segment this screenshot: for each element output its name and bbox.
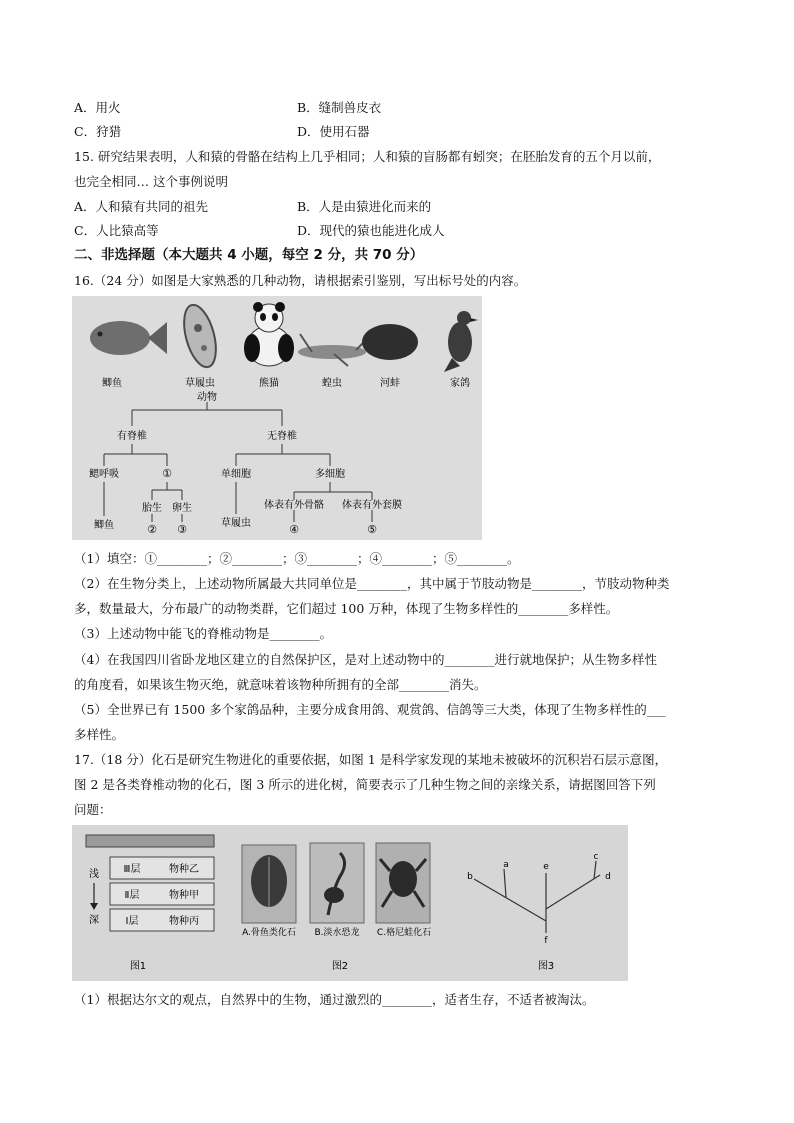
tree-viviparous-label: 胎生	[142, 503, 162, 514]
q16-part4-line1: （4）在我国四川省卧龙地区建立的自然保护区，是对上述动物中的________进行就地保护；从生物多样性	[74, 652, 657, 667]
q15-option-b: B．人是由猿进化而来的	[297, 199, 432, 214]
q16-part3: （3）上述动物中能飞的脊椎动物是________。	[74, 626, 332, 641]
fig3-label: b	[467, 872, 473, 882]
tree-exoskeleton-label: 体表有外骨骼	[264, 500, 324, 511]
fig3-label: c	[593, 852, 599, 862]
q17-stem-line1: 17.（18 分）化石是研究生物进化的重要依据，如图 1 是科学家发现的某地未被破坏的沉积岩石层示意图，	[74, 752, 668, 767]
q15-option-d: D．现代的猿也能进化成人	[297, 223, 445, 238]
q15-stem-line1: 15. 研究结果表明，人和猿的骨骼在结构上几乎相同；人和猿的盲肠都有蚓突；在胚胎发育的五个月以前，	[74, 149, 661, 164]
tree-blank-5: ⑤	[367, 523, 377, 536]
q14-option-b: B．缝制兽皮衣	[297, 100, 382, 115]
animal-label: 河蚌	[380, 378, 400, 389]
tree-mantle-label: 体表有外套膜	[342, 500, 402, 511]
fig1-species-label: 物种乙	[169, 864, 199, 875]
animal-label: 蝗虫	[322, 378, 342, 389]
q16-part5-line1: （5）全世界已有 1500 多个家鸽品种，主要分成食用鸽、观赏鸽、信鸽等三大类，体现了生物多样性的___	[74, 702, 666, 717]
fig1-layer-label: Ⅲ层	[123, 864, 141, 875]
q14-option-c: C．狩猎	[74, 124, 122, 139]
animal-label: 家鸽	[450, 378, 470, 389]
q16-part4-line2: 的角度看，如果该生物灭绝，就意味着该物种所拥有的全部________消失。	[74, 677, 487, 692]
fig1-deep-label: 深	[89, 915, 99, 926]
q17-figures	[72, 825, 628, 981]
q17-part1: （1）根据达尔文的观点，自然界中的生物，通过激烈的________，适者生存，不适者被淘汰。	[74, 992, 595, 1007]
animal-label: 鲫鱼	[102, 378, 122, 389]
tree-unicellular-label: 单细胞	[221, 469, 251, 480]
fig2-item-label: B.淡水恐龙	[314, 928, 360, 938]
tree-blank-3: ③	[177, 523, 187, 536]
tree-carp-label: 鲫鱼	[94, 520, 114, 531]
tree-blank-4: ④	[289, 523, 299, 536]
fig1-species-label: 物种丙	[169, 916, 199, 927]
fish-fossil-image	[242, 845, 296, 923]
tree-invertebrate-label: 无脊椎	[267, 431, 297, 442]
q16-stem: 16.（24 分）如图是大家熟悉的几种动物，请根据索引鉴别，写出标号处的内容。	[74, 273, 527, 288]
fig3-label: a	[503, 860, 509, 870]
fig3-label: d	[605, 872, 611, 882]
fig2-item-label: C.格尼蛙化石	[376, 928, 432, 938]
q16-part1: （1）填空：①________；②________；③________；④________；⑤________。	[74, 551, 520, 566]
q17-stem-line3: 问题：	[74, 802, 112, 817]
fig3-label: f	[544, 936, 548, 946]
tree-paramecium-label: 草履虫	[221, 518, 251, 529]
q17-stem-line2: 图 2 是各类脊椎动物的化石，图 3 所示的进化树，简要表示了几种生物之间的亲缘关系，请据图回答下列	[74, 777, 656, 792]
q16-part2-line2: 多，数量最大，分布最广的动物类群，它们超过 100 万种，体现了生物多样性的________多样性。	[74, 601, 619, 616]
tree-root-label: 动物	[197, 392, 217, 403]
q16-part2-line1: （2）在生物分类上，上述动物所属最大共同单位是________，其中属于节肢动物是________，节肢动物种类	[74, 576, 670, 591]
fig1-layer-label: Ⅰ层	[125, 916, 139, 927]
section-heading: 二、非选择题（本大题共 4 小题，每空 2 分，共 70 分）	[74, 247, 424, 263]
q15-stem-line2: 也完全相同… 这个事例说明	[74, 174, 228, 189]
tree-blank-1: ①	[162, 467, 172, 480]
fig3-label: e	[543, 862, 549, 872]
animal-label: 熊猫	[259, 378, 279, 389]
fig3-caption: 图3	[537, 961, 555, 972]
mussel-image	[362, 324, 418, 360]
fig2-item-label: A.骨鱼类化石	[242, 928, 296, 938]
animal-label: 草履虫	[185, 378, 215, 389]
tree-blank-2: ②	[147, 523, 157, 536]
fig1-layer-label: Ⅱ层	[124, 890, 140, 901]
fig1-species-label: 物种甲	[169, 890, 199, 901]
dinosaur-fossil-image	[310, 843, 364, 923]
frog-fossil-image	[376, 843, 430, 923]
fig2-caption: 图2	[331, 961, 349, 972]
q16-animal-key-figure	[72, 296, 482, 540]
q14-option-d: D．使用石器	[297, 124, 370, 139]
tree-multicellular-label: 多细胞	[315, 469, 345, 480]
q16-part5-line2: 多样性。	[74, 727, 125, 742]
q15-option-a: A．人和猿有共同的祖先	[74, 199, 209, 214]
tree-oviparous-label: 卵生	[172, 503, 192, 514]
tree-vertebrate-label: 有脊椎	[117, 431, 147, 442]
fig1-caption: 图1	[129, 961, 147, 972]
q15-option-c: C．人比猿高等	[74, 223, 159, 238]
tree-gill-label: 鳃呼吸	[89, 469, 119, 480]
fig1-shallow-label: 浅	[89, 869, 99, 880]
q14-option-a: A．用火	[74, 100, 121, 115]
